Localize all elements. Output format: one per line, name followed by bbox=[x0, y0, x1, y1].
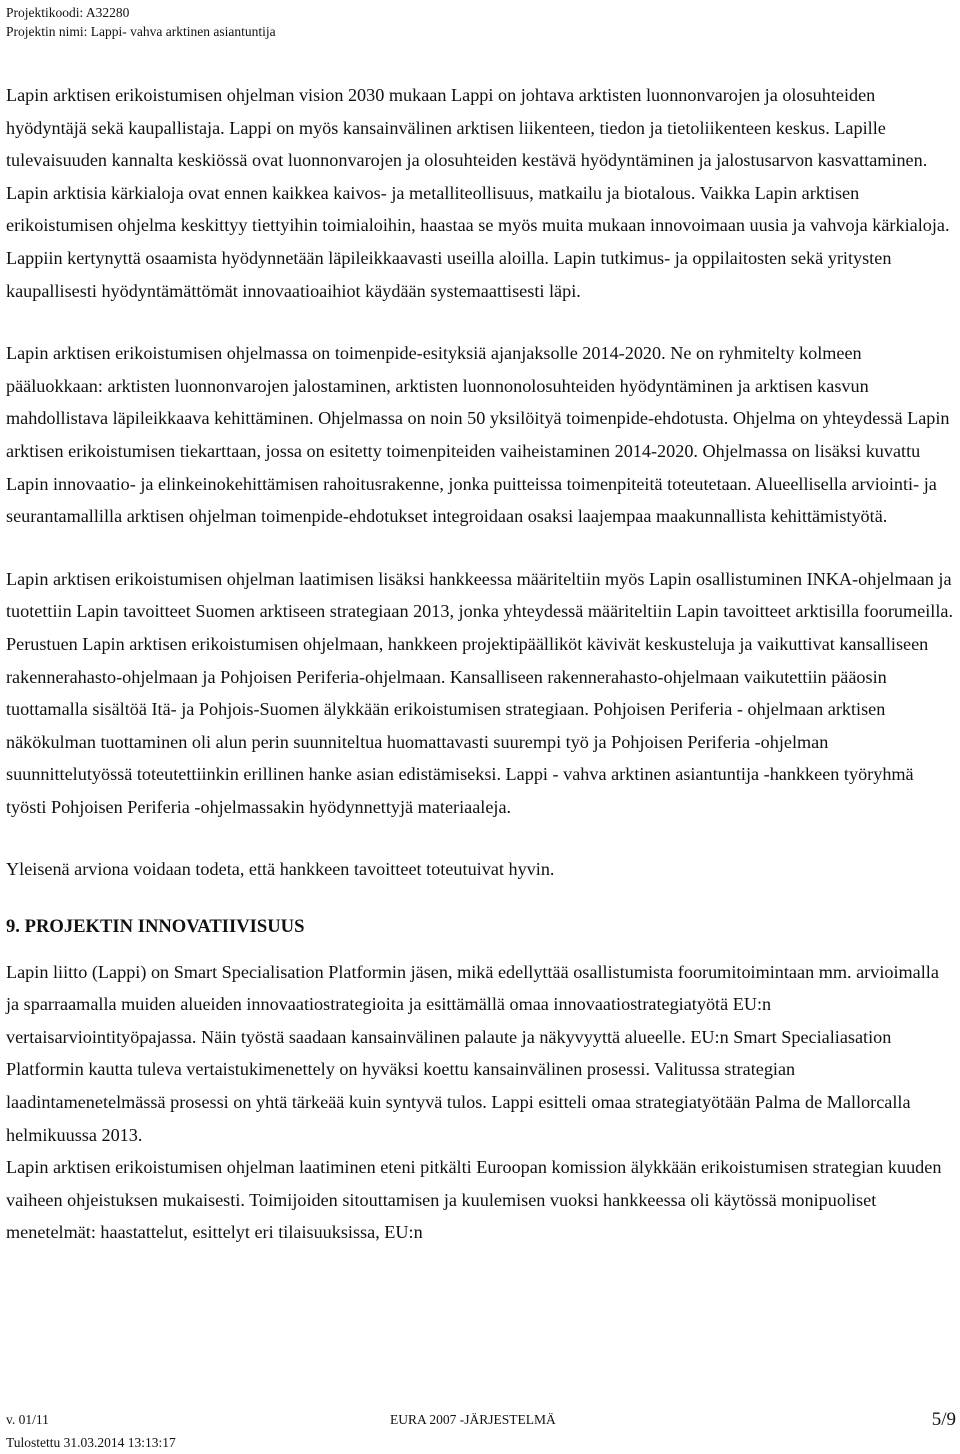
page-footer bbox=[6, 1409, 956, 1454]
page-header bbox=[6, 3, 276, 41]
paragraph-summary: Yleisenä arviona voidaan todeta, että hankkeen tavoitteet toteutuivat hyvin. bbox=[6, 859, 555, 880]
paragraph-platform: Lapin liitto (Lappi) on Smart Specialisation Platformin jäsen, mikä edellyttää osallistumista foorumitoimintaan mm. arvioimalla ja sparraamalla muiden alueiden innovaatiostrategioita ja esittämällä omaa innovaatiostrategiatyötä EU:n vertaisarviointityöpajassa. Näin työstä saadaan kansainvälinen palaute ja näkyvyyttä alueelle. EU:n Smart Specialiasation Platformin kautta tuleva vertaistukimenettely on hyväksi koettu kansainvälinen prosessi. Valitussa strategian laadintamenetelmässä prosessi on yhtä tärkeää kuin syntyvä tulos. Lappi esitteli omaa strategiatyötään Palma de Mallorcalla helmikuussa 2013. bbox=[6, 961, 939, 1145]
paragraph-inka: Lapin arktisen erikoistumisen ohjelman laatimisen lisäksi hankkeessa määriteltiin myös Lapin osallistuminen INKA-ohjelmaan ja tuotettiin Lapin tavoitteet Suomen arktiseen strategiaan 2013, jonka yhteydessä määriteltiin Lapin tavoitteet arktisilla foorumeilla. Perustuen Lapin arktisen erikoistumisen ohjelmaan, hankkeen projektipäälliköt kävivät keskusteluja ja vaikuttivat kansalliseen rakennerahasto-ohjelmaan ja Pohjoisen Periferia-ohjelmaan. Kansalliseen rakennerahasto-ohjelmaan vaikutettiin pääosin tuottamalla sisältöä Itä- ja Pohjois-Suomen älykkään erikoistumisen strategiaan. Pohjoisen Periferia - ohjelmaan arktisen näkökulman tuottaminen oli alun perin suunniteltua huomattavasti suurempi työ ja Pohjoisen Periferia -ohjelman suunnittelutyössä toteutettiinkin erillinen hanke asian edistämiseksi. Lappi - vahva arktinen asiantuntija -hankkeen työryhmä työsti Pohjoisen Periferia -ohjelmassakin hyödynnettyjä materiaaleja. bbox=[6, 568, 953, 817]
paragraph-strategy: Lapin arktisen erikoistumisen ohjelman laatiminen eteni pitkälti Euroopan komission älykkään erikoistumisen strategian kuuden vaiheen ohjeistuksen mukaisesti. Toimijoiden sitouttamisen ja kuulemisen vuoksi hankkeessa oli käytössä monipuoliset menetelmät: haastattelut, esittelyt eri tilaisuuksissa, EU:n bbox=[6, 1157, 942, 1243]
page-number: 5/9 bbox=[931, 1409, 956, 1430]
footer-system: EURA 2007 -JÄRJESTELMÄ bbox=[390, 1412, 556, 1427]
project-name: Projektin nimi: Lappi- vahva arktinen asiantuntija bbox=[6, 24, 276, 39]
section-heading: 9. PROJEKTIN INNOVATIIVISUUS bbox=[6, 916, 305, 938]
document-body bbox=[6, 79, 956, 1249]
footer-version: v. 01/11 bbox=[6, 1412, 49, 1427]
paragraph-measures: Lapin arktisen erikoistumisen ohjelmassa on toimenpide-esityksiä ajanjaksolle 2014-2020. Ne on ryhmitelty kolmeen pääluokkaan: arktisten luonnonvarojen jalostaminen, arktisten luonnonolosuhteiden hyödyntäminen ja arktisen kasvun mahdollistava läpileikkaava kehittäminen. Ohjelmassa on noin 50 yksilöityä toimenpide-ehdotusta. Ohjelma on yhteydessä Lapin arktisen erikoistumisen tiekarttaan, jossa on esitetty toimenpiteiden vaiheistaminen 2014-2020. Ohjelmassa on lisäksi kuvattu Lapin innovaatio- ja elinkeinokehittämisen rahoitusrakenne, jonka puitteissa toimenpiteitä toteutetaan. Alueellisella arviointi- ja seurantamallilla arktisen ohjelman toimenpide-ehdotukset integroidaan osaksi laajempaa maakunnallista kehittämistyötä. bbox=[6, 343, 950, 527]
footer-printed: Tulostettu 31.03.2014 13:13:17 bbox=[6, 1435, 176, 1450]
project-code: Projektikoodi: A32280 bbox=[6, 5, 130, 20]
paragraph-vision: Lapin arktisen erikoistumisen ohjelman vision 2030 mukaan Lappi on johtava arktisten luonnonvarojen ja olosuhteiden hyödyntäjä sekä kaupallistaja. Lappi on myös kansainvälinen arktisen liikenteen, tiedon ja tietoliikenteen keskus. Lapille tulevaisuuden kannalta keskiössä ovat luonnonvarojen ja olosuhteiden kestävä hyödyntäminen ja jalostusarvon kasvattaminen. Lapin arktisia kärkialoja ovat ennen kaikkea kaivos- ja metalliteollisuus, matkailu ja biotalous. Vaikka Lapin arktisen erikoistumisen ohjelma keskittyy tiettyihin toimialoihin, haastaa se myös muita mukaan innovoimaan uusia ja vahvoja kärkialoja. Lappiin kertynyttä osaamista hyödynnetään läpileikkaavasti useilla aloilla. Lapin tutkimus- ja oppilaitosten sekä yritysten kaupallisesti hyödyntämättömät innovaatioaihiot käydään systemaattisesti läpi. bbox=[6, 85, 950, 301]
